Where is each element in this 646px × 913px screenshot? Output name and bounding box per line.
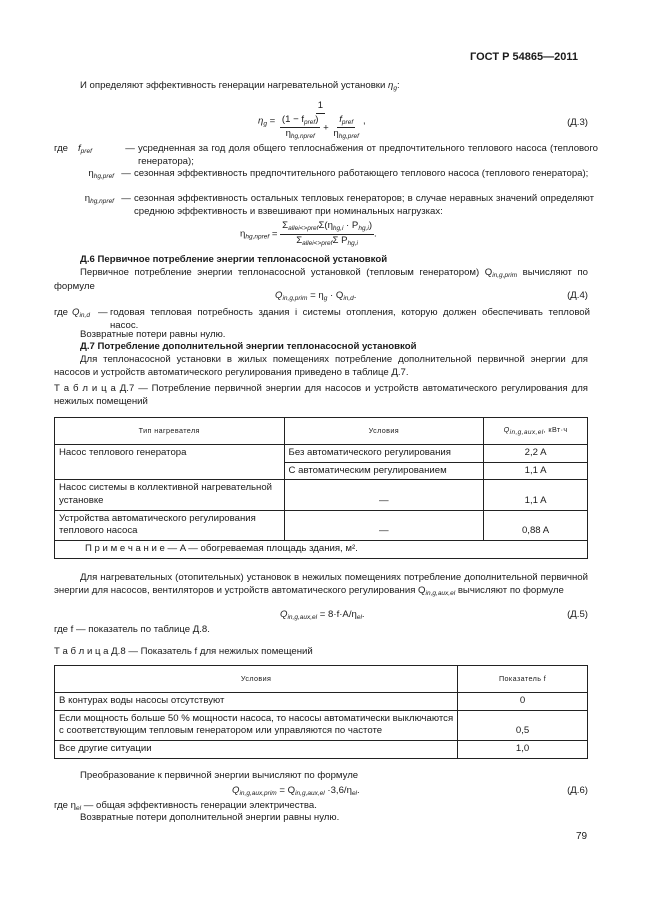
section-d6-paragraph: Первичное потребление энергии теплонасосной установкой (тепловым генератором) $Q_{in,g,prim}$ вычисляют по формуле — [54, 267, 588, 292]
table-d7-note-row: П р и м е ч а н и е — A — обогреваемая площадь здания, м². — [55, 540, 588, 558]
page-number: 79 — [576, 831, 588, 842]
equation-number-d4: (Д.4) — [567, 290, 588, 301]
table-d8 — [54, 665, 588, 759]
formula-d3: $\eta_g$ = 1 $\frac{(1 - f_{pref})}{\eta_{hg,npref}}$ + $\frac{f_{pref}}{\eta_{hg,pref}}$ , — [258, 100, 366, 141]
returns-paragraph-2: Возвратные потери дополнительной энергии равны нулю. — [80, 812, 340, 823]
table-row: С автоматическим регулированием 1,1 A — [55, 462, 588, 480]
table-d7 — [54, 417, 588, 559]
definition-eta-hg-npref: $\eta_{hg,npref}$ — сезонная эффективность остальных тепловых генераторов; в случае неравных значений определяют среднюю эффективность и взвешивают при номинальных нагрузках: — [84, 193, 594, 217]
table-row: Насос теплового генератора Без автоматического регулирования 2,2 A — [55, 445, 588, 463]
section-d7-title: Д.7 Потребление дополнительной энергии теплонасосной установкой — [80, 341, 417, 352]
table-d7-caption: Т а б л и ц а Д.7 — Потребление первичной энергии для насосов и устройств автоматического регулирования для нежилых помещений — [54, 383, 588, 407]
intro-text: И определяют эффективность генерации нагревательной установки — [80, 80, 389, 91]
formula-d3-fraction: 1 $\frac{(1 - f_{pref})}{\eta_{hg,npref}}$ + $\frac{f_{pref}}{\eta_{hg,pref}}$ — [281, 100, 359, 141]
table-d7-header-row: Тип нагревателя Условия $Q_{in,g,aux,el}$, кВт·ч — [55, 418, 588, 445]
table-row: В контурах воды насосы отсутствуют 0 — [55, 693, 588, 711]
table-row: Устройства автоматического регулирования теплового насоса — 0,88 A — [55, 510, 588, 540]
table-d8-caption: Т а б л и ц а Д.8 — Показатель f для нежилых помещений — [54, 646, 313, 657]
intro-paragraph: И определяют эффективность генерации нагревательной установки $\eta_g$: — [80, 80, 400, 92]
definition-eta-hg-pref: $\eta_{hg,pref}$ — сезонная эффективность предпочтительного работающего теплового насоса (теплового генератора); — [88, 168, 589, 180]
equation-number-d6: (Д.6) — [567, 785, 588, 796]
document-header: ГОСТ Р 54865—2011 — [470, 51, 578, 63]
section-d7-paragraph: Для теплонасосной установки в жилых помещениях потребление дополнительной первичной энергии для насосов и устройств автоматического регулирования приведено в таблице Д.7. — [54, 354, 588, 378]
formula-d6: $Q_{in,g,aux,prim} = Q_{in,g,aux,el} \cdot 3,6/\eta_{el}$. — [232, 785, 360, 797]
definition-f-pref: где $f_{pref}$ — усредненная за год доля общего теплоснабжения от предпочтительного теплового насоса (теплового генератора); — [54, 143, 598, 167]
equation-number-d5: (Д.5) — [567, 609, 588, 620]
returns-paragraph-1: Возвратные потери равны нулю. — [80, 329, 226, 340]
equation-number-d3: (Д.3) — [567, 117, 588, 128]
formula-eta-npref: $\eta_{hg,npref}$ = $\frac{\Sigma_{allei<>pref}\Sigma(\eta_{hg,i} \cdot P_{hg,i})}{\Sigma_{allei<>pref}\Sigma P_{hg,i}}$ . — [240, 220, 377, 247]
nonresidential-paragraph: Для нагревательных (отопительных) установок в нежилых помещениях потребление дополнительной первичной энергии для насосов, вентиляторов и устройств автоматического регулирования $Q_{in,g,aux,el}$ вычисляют по формуле — [54, 572, 588, 597]
table-row: Если мощность больше 50 % мощности насоса, то насосы автоматически выключаются с соответствующим тепловым генератором или управляются по частоте 0,5 — [55, 710, 588, 740]
formula-d4: $Q_{in,g,prim} = \eta_g \cdot Q_{in,d}$. — [275, 290, 357, 302]
formula-d5: $Q_{in,g,aux,el} = 8\cdot f\cdot A/\eta_{el}$. — [280, 609, 365, 621]
definition-f: где f — показатель по таблице Д.8. — [54, 624, 210, 635]
conversion-paragraph: Преобразование к первичной энергии вычисляют по формуле — [80, 770, 359, 781]
definition-eta-el: где $\eta_{el}$ — общая эффективность генерации электричества. — [54, 800, 317, 812]
definition-q-in-d: где $Q_{in,d}$ — годовая тепловая потребность здания i системы отопления, которую должен обеспечивать тепловой насос. — [54, 307, 590, 331]
table-d8-header-row: Условия Показатель f — [55, 666, 588, 693]
section-d6-title: Д.6 Первичное потребление энергии теплонасосной установкой — [80, 254, 388, 265]
table-row: Все другие ситуации 1,0 — [55, 740, 588, 758]
table-row: Насос системы в коллективной нагревательной установке — 1,1 A — [55, 480, 588, 510]
